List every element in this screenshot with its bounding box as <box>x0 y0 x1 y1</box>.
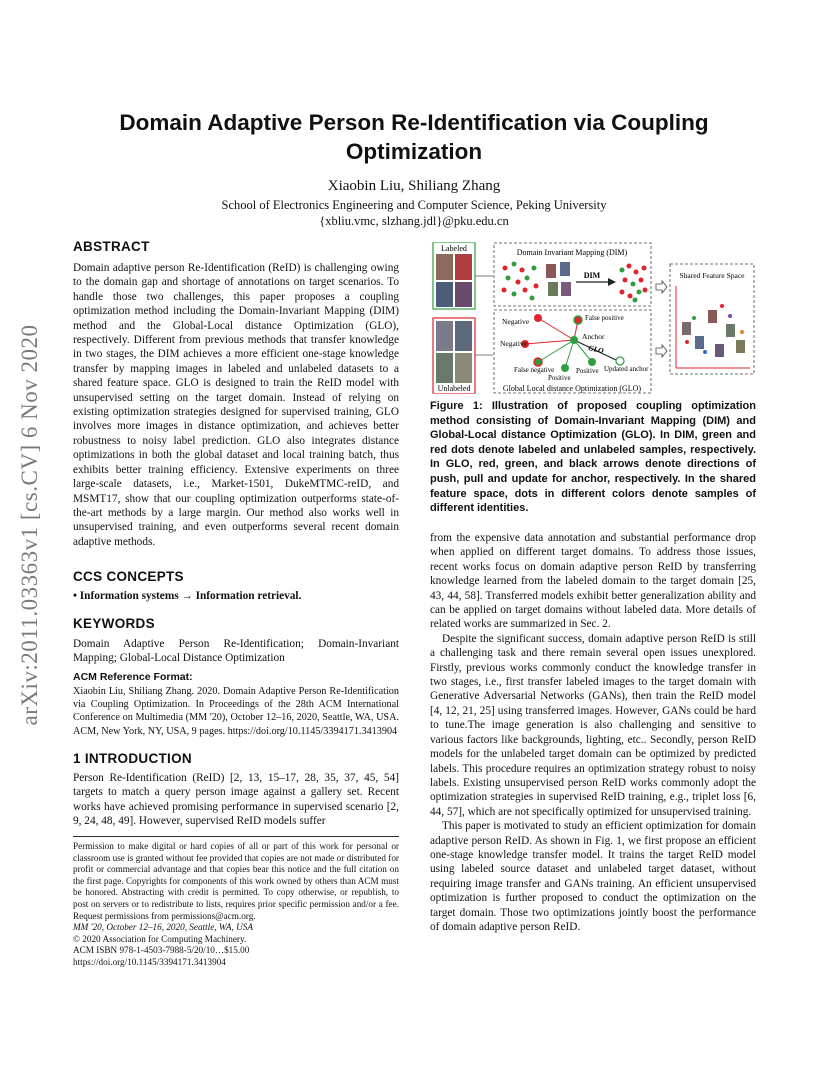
negative-label-2: Negative <box>500 339 528 348</box>
unlabeled-label: Unlabeled <box>437 384 471 393</box>
updated-anchor-dot <box>616 357 624 365</box>
right-paragraph-3: This paper is motivated to study an efficient optimization for domain adaptive person ReID. As shown in Fig. 1, we first propose an efficient one-stage knowledge transfer model. It trains the target ReID model using labeled source dataset and unlabeled target dataset, without requiring image transfer and GANs training. An efficient unsupervised optimization is further proposed to conduct the optimization on the target domain. Those two optimizations jointly boost the performance of domain adaptive person ReID. <box>430 820 756 933</box>
paper-title: Domain Adaptive Person Re-Identification via Coupling Optimization <box>119 110 709 164</box>
acm-ref-text: Xiaobin Liu, Shiliang Zhang. 2020. Domain Adaptive Person Re-Identification via Coupling Optimization. In Proceedings of the 28th ACM International Conference on Multimedia (MM '20), October 12–16, 2020, Seattle, WA, USA. ACM, New York, NY, USA, 9 pages. https://doi.org/10.1145/3394171.3413904 <box>73 686 399 737</box>
positive-label-1: Positive <box>548 374 571 382</box>
right-column <box>430 531 756 934</box>
intro-heading: 1 INTRODUCTION <box>73 751 192 766</box>
negative-label-1: Negative <box>502 317 530 326</box>
arxiv-stamp: arXiv:2011.03363v1 [cs.CV] 6 Nov 2020 <box>17 324 42 726</box>
positive-dot-2 <box>588 358 596 366</box>
dim-input-dots <box>502 262 539 301</box>
false-positive-dot <box>574 316 582 324</box>
figure-caption: Figure 1: Illustration of proposed coupling optimization method consisting of Domain-Invariant Mapping (DIM) and Global-Local distance Optimization (GLO). In DIM, green and red dots denote labeled and unlabeled samples, respectively. In GLO, red, green, and black arrows denote directions of push, pull and update for anchor, respectively. In the shared feature space, dots in different colors denote samples of different identities. <box>430 400 756 515</box>
false-positive-label: False positive <box>585 314 624 322</box>
affiliation-name: School of Electronics Engineering and Computer Science, Peking University <box>221 198 607 212</box>
permission-block <box>73 841 399 969</box>
shared-space-title: Shared Feature Space <box>679 271 745 280</box>
intro-left-text: Person Re-Identification (ReID) [2, 13, 15–17, 28, 35, 37, 45, 54] targets to match a query person image against a gallery set. Recent works have achieved promising performance in supervised scenario [2, 9, 24, 48, 49]. However, supervised ReID models suffer <box>73 772 399 828</box>
abstract-heading: ABSTRACT <box>73 239 150 254</box>
positive-label-2: Positive <box>576 367 599 375</box>
false-negative-dot <box>534 358 542 366</box>
figure-1 <box>430 240 756 396</box>
negative-dot-1 <box>534 314 542 322</box>
author-emails: {xbliu.vmc, slzhang.jdl}@pku.edu.cn <box>319 214 509 228</box>
permission-notice: Permission to make digital or hard copies of all or part of this work for personal or classroom use is granted without fee provided that copies are not made or distributed for profit or commercial advantage and that copies bear this notice and the full citation on the first page. Copyrights for components of this work owned by others than ACM must be honored. Abstracting with credit is permitted. To copy otherwise, or republish, to post on servers or to redistribute to lists, requires prior specific permission and/or a fee. Request permissions from permissions@acm.org. <box>73 841 399 921</box>
unlabeled-person-thumbnails <box>436 321 472 383</box>
affiliation <box>80 197 748 229</box>
labeled-person-thumbnails <box>436 254 472 307</box>
right-paragraph-2: Despite the significant success, domain adaptive person ReID is still a challenging task and there remain several open issues unexplored. Firstly, previous works commonly conduct the knowledge transfer in two stages, i.e., first transfer labeled images to the target domain with Generative Adversarial Networks (GANs), then train the ReID model [4, 12, 21, 25] using transferred images. However, GANs could be hard to tune.The image generation is also challenging and sensitive to various factors like backgrounds, lighting, etc.. Secondly, person ReID models for the unlabeled target domain can be optimized by predicted labels. This procedure requires an optimization strategy robust to noisy labels. Existing unsupervised person ReID works commonly adopt the optimization strategies in supervised ReID training, e.g., triplet loss [6, 44, 57], which are not specifically optimized for unsupervised training. <box>430 632 756 818</box>
doi-line: https://doi.org/10.1145/3394171.3413904 <box>73 956 226 967</box>
anchor-label: Anchor <box>582 332 605 341</box>
updated-anchor-label: Updated anchor <box>604 365 649 373</box>
ccs-heading: CCS CONCEPTS <box>73 569 184 584</box>
false-negative-label: False negative <box>514 366 555 374</box>
dim-title: Domain Invariant Mapping (DIM) <box>516 248 628 257</box>
ccs-item: • Information systems → Information retrieval. <box>73 590 302 602</box>
shared-space-samples <box>682 304 745 357</box>
copyright-line: © 2020 Association for Computing Machinery. <box>73 933 247 944</box>
footnote-rule <box>73 836 399 837</box>
glo-title: Global Local distance Optimization (GLO) <box>502 384 642 393</box>
glo-arrow-label: GLO <box>587 343 605 356</box>
abstract-text: Domain adaptive person Re-Identification (ReID) is challenging owing to the domain gap and shortage of annotations on target scenarios. To handle those two challenges, this paper proposes a coupling optimization method including the Domain-Invariant Mapping (DIM) method and the Global-Local distance Optimization (GLO), respectively. Different from previous methods that transfer knowledge in two stages, the DIM achieves a more efficient one-stage knowledge transfer by mapping images in labeled and unlabeled datasets to a shared feature space. GLO is designed to train the ReID model with unsupervised setting on the target domain. Instead of relying on existing optimization strategies designed for supervised training, GLO involves more images in distance optimization, and achieves better robustness to noisy label prediction. GLO also integrates distance optimizations in both the global dataset and local training batch, thus exhibits better training efficiency. Extensive experiments on three large-scale datasets, i.e., Market-1501, DukeMTMC-reID, and MSMT17, show that our coupling optimization outperforms state-of-the-art methods by a large margin. Our method also works well in unsupervised training, and even outperforms several recent domain adaptive methods. <box>73 262 399 548</box>
acm-ref-heading: ACM Reference Format: <box>73 671 193 683</box>
dim-output-dots <box>620 264 648 303</box>
dim-arrow-label: DIM <box>583 271 601 280</box>
keywords-heading: KEYWORDS <box>73 616 155 631</box>
anchor-dot <box>570 336 578 344</box>
authors: Xiaobin Liu, Shiliang Zhang <box>327 178 501 194</box>
labeled-label: Labeled <box>441 244 467 253</box>
conference-line: MM '20, October 12–16, 2020, Seattle, WA, USA <box>73 922 253 933</box>
dim-thumbnails <box>546 262 571 296</box>
right-paragraph-1: from the expensive data annotation and substantial performance drop when applied on different target domains. To address those issues, recent works focus on domain adaptive person ReID by transferring knowledge learned from the labeled domain to the target domain [25, 43, 44, 58]. Transferred models exhibit better generalization ability and can be applied on target domains without labeled data. More details of related works are summarized in Sec. 2. <box>430 532 756 631</box>
isbn-line: ACM ISBN 978-1-4503-7988-5/20/10…$15.00 <box>73 945 250 956</box>
positive-dot-1 <box>561 364 569 372</box>
keywords-text: Domain Adaptive Person Re-Identification; Domain-Invariant Mapping; Global-Local Distance Optimization <box>73 638 399 665</box>
